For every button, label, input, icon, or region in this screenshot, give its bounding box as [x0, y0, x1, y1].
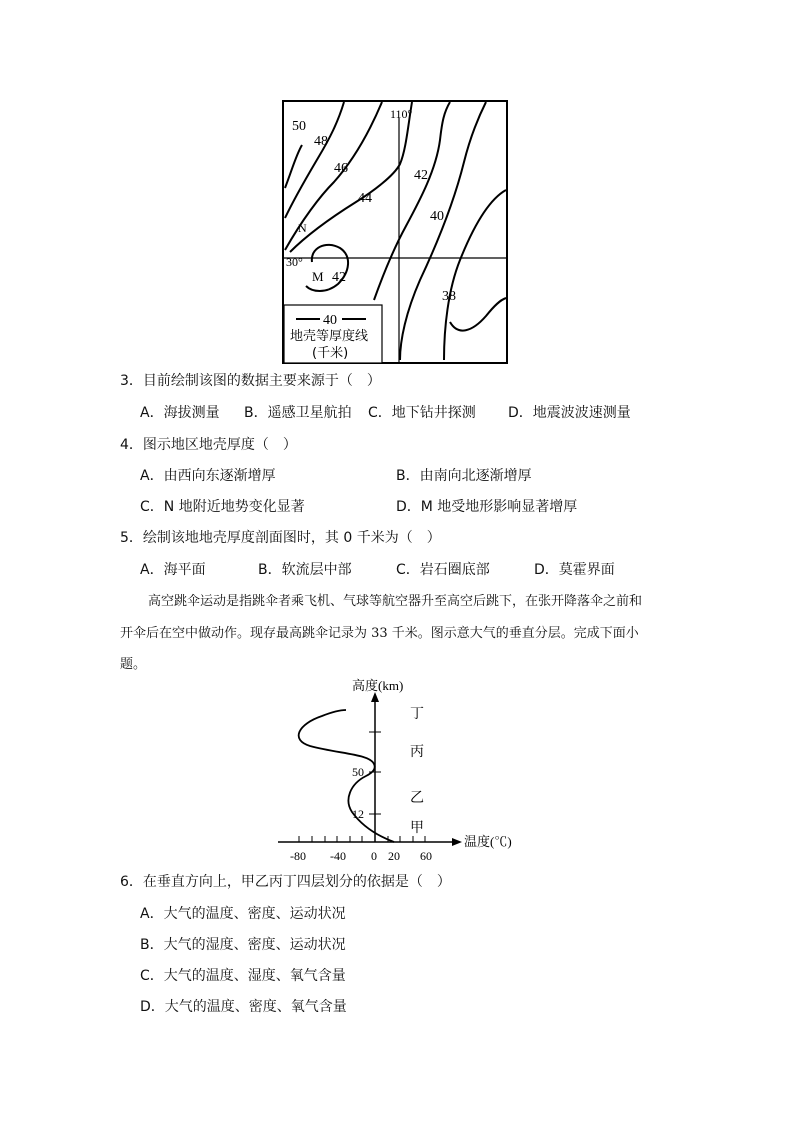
question-4-option-b[interactable]: B．由南向北逐渐增厚: [396, 468, 532, 484]
question-6-option-c[interactable]: C．大气的温度、湿度、氧气含量: [140, 968, 346, 984]
atmosphere-layers-chart: [270, 676, 530, 866]
x-tick-20: 20: [388, 849, 400, 863]
y-tick-12: 12: [352, 807, 364, 821]
layer-label-jia: 甲: [410, 820, 424, 836]
point-n-label: N: [298, 221, 307, 235]
x-axis-label: 温度(℃): [464, 834, 512, 849]
meridian-label: 110°: [390, 107, 413, 121]
x-tick-60: 60: [420, 849, 432, 863]
point-m-label: M: [312, 269, 324, 284]
question-6-option-b[interactable]: B．大气的湿度、密度、运动状况: [140, 937, 346, 953]
question-4-option-c[interactable]: C．N 地附近地势变化显著: [140, 499, 305, 515]
passage-line-2: 开伞后在空中做动作。现存最高跳伞记录为 33 千米。图示意大气的垂直分层。完成下面小: [120, 626, 639, 641]
legend-value: 40: [323, 313, 337, 328]
layer-label-bing: 丙: [410, 744, 424, 760]
legend-name: 地壳等厚度线: [290, 329, 369, 344]
question-3-option-a[interactable]: A．海拔测量: [140, 405, 220, 421]
y-tick-50: 50: [352, 765, 364, 779]
m-contour-label: 42: [332, 270, 346, 285]
temperature-curve: [299, 710, 394, 842]
question-4-option-d[interactable]: D．M 地受地形影响显著增厚: [396, 499, 578, 515]
question-5-option-c[interactable]: C．岩石圈底部: [396, 562, 490, 578]
question-3-option-d[interactable]: D．地震波波速测量: [508, 405, 631, 421]
crust-thickness-map: [282, 100, 510, 366]
contour-44: [290, 102, 412, 252]
contour-42: [374, 102, 450, 300]
question-5-stem: 5．绘制该地地壳厚度剖面图时，其 0 千米为（ ）: [120, 530, 441, 546]
layer-label-yi: 乙: [410, 790, 424, 806]
contour-label-50: 50: [292, 119, 306, 134]
passage-line-1: 高空跳伞运动是指跳伞者乘飞机、气球等航空器升至高空后跳下，在张开降落伞之前和: [148, 594, 643, 609]
layer-label-ding: 丁: [410, 706, 424, 722]
x-tick-minus40: -40: [330, 849, 346, 863]
question-5-option-b[interactable]: B．软流层中部: [258, 562, 352, 578]
contour-label-42: 42: [414, 168, 428, 183]
contour-label-38: 38: [442, 289, 456, 304]
contour-label-46: 46: [334, 161, 348, 176]
contour-label-44: 44: [358, 191, 372, 206]
x-axis-arrow: [452, 838, 462, 846]
question-6-stem: 6．在垂直方向上，甲乙丙丁四层划分的依据是（ ）: [120, 874, 451, 890]
question-6-option-d[interactable]: D．大气的温度、密度、氧气含量: [140, 999, 347, 1015]
y-axis-arrow: [371, 692, 379, 702]
contour-38: [444, 190, 506, 360]
question-3-option-b[interactable]: B．遥感卫星航拍: [244, 405, 352, 421]
question-5-option-a[interactable]: A．海平面: [140, 562, 206, 578]
contour-label-40: 40: [430, 209, 444, 224]
contour-50: [285, 145, 302, 188]
y-axis-label: 高度(km): [352, 678, 404, 693]
contour-label-48: 48: [314, 134, 328, 149]
parallel-label: 30°: [286, 255, 303, 269]
question-3-option-c[interactable]: C．地下钻井探测: [368, 405, 476, 421]
legend-unit: (千米): [312, 346, 349, 361]
question-4-option-a[interactable]: A．由西向东逐渐增厚: [140, 468, 276, 484]
question-4-stem: 4．图示地区地壳厚度（ ）: [120, 437, 297, 453]
x-axis-ticks: [299, 836, 425, 842]
question-5-option-d[interactable]: D．莫霍界面: [534, 562, 615, 578]
question-6-option-a[interactable]: A．大气的温度、密度、运动状况: [140, 906, 346, 922]
contour-38-lower: [450, 298, 506, 331]
question-3-stem: 3．目前绘制该图的数据主要来源于（ ）: [120, 373, 381, 389]
passage-line-3: 题。: [120, 657, 147, 672]
x-tick-0: 0: [371, 849, 377, 863]
x-tick-minus80: -80: [290, 849, 306, 863]
